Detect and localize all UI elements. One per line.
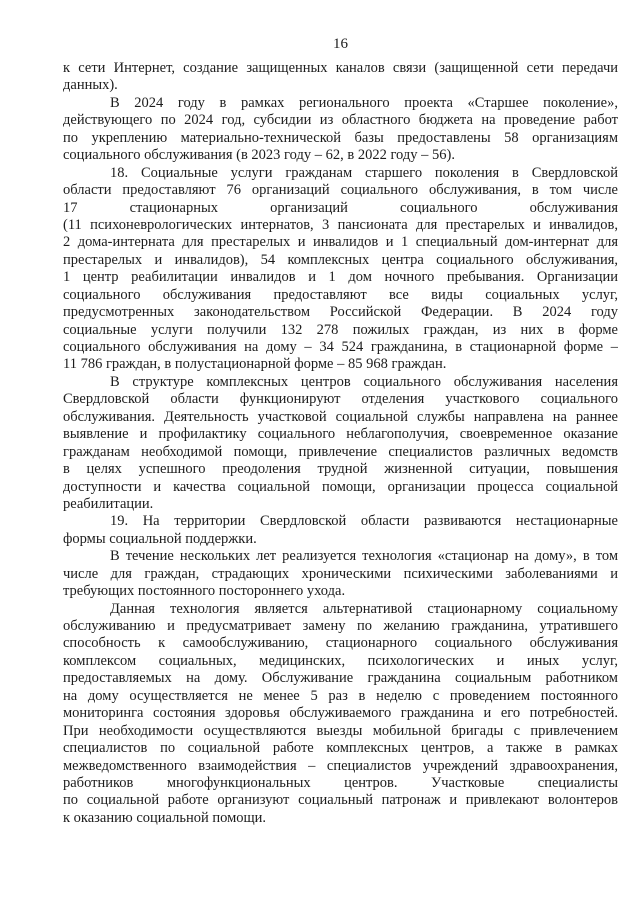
paragraph (63, 601, 618, 828)
text-line: Свердловской области функционируют отделения участкового социального (63, 391, 618, 408)
text-line: При необходимости осуществляются выезды мобильной бригады с привлечением (63, 722, 618, 739)
paragraph (63, 165, 618, 374)
text-line: В течение нескольких лет реализуется технология «стационар на дому», в том (110, 548, 618, 565)
text-line: работников многофункциональных центров. Участковые специалисты (63, 774, 618, 791)
text-line: В структуре комплексных центров социального обслуживания населения (110, 373, 618, 390)
text-line: престарелых и инвалидов), 54 комплексных центра социального обслуживания, (63, 251, 618, 268)
text-line: действующего по 2024 год, субсидии из областного бюджета на проведение работ (63, 112, 618, 129)
text-line: социального обслуживания (в 2023 году – 62, в 2022 году – 56). (63, 147, 455, 164)
text-line: к сети Интернет, создание защищенных каналов связи (защищенной сети передачи (63, 60, 618, 76)
text-line: требующих постоянного постороннего ухода. (63, 583, 346, 600)
text-line: специалистов по социальной работе комплексных центров, а также в рамках (63, 740, 618, 757)
text-line: 2 дома-интерната для престарелых и инвалидов и 1 специальный дом-интернат для (63, 234, 618, 251)
text-line: по укреплению материально-технической базы предоставлены 58 организациям (63, 129, 618, 146)
text-line: 11 786 граждан, в полустационарной форме – 85 968 граждан. (63, 356, 447, 373)
text-block (63, 60, 618, 827)
text-line: 18. Социальные услуги гражданам старшего поколения в Свердловской (110, 164, 618, 181)
text-line: предусмотренных законодательством Российской Федерации. В 2024 году (63, 304, 618, 321)
text-line: на дому осуществляется не менее 5 раз в неделю с проведением постоянного (63, 687, 618, 704)
text-line: Данная технология является альтернативой стационарному социальному (110, 600, 618, 617)
text-line: выявление и профилактику социального неблагополучия, своевременное оказание (63, 426, 618, 443)
text-line: 1 центр реабилитации инвалидов и 1 дом ночного пребывания. Организации (63, 269, 618, 286)
text-line: формы социальной поддержки. (63, 530, 257, 547)
text-line: социальные услуги получили 132 278 пожилых граждан, из них в форме (63, 321, 618, 338)
text-line: мониторинга состояния здоровья обслуживаемого гражданина и его потребностей. (63, 705, 618, 722)
page-number: 16 (333, 36, 348, 52)
paragraph (63, 548, 618, 600)
text-line: социального обслуживания предоставляют все виды социальных услуг, (63, 286, 618, 303)
text-line: в целях успешного преодоления трудной жизненной ситуации, повышения (63, 461, 618, 478)
text-line: (11 психоневрологических интернатов, 3 пансионата для престарелых и инвалидов, (63, 216, 618, 233)
text-line: комплексом социальных, медицинских, психологических и иных услуг, (63, 652, 618, 669)
text-line: доступности и качества социальной помощи, организации процесса социальной (63, 478, 618, 495)
paragraph (63, 60, 618, 95)
text-line: способность к самообслуживанию, стационарного социального обслуживания (63, 635, 618, 652)
text-line: числе для граждан, страдающих хроническими психическими заболеваниями и (63, 565, 618, 582)
text-line: В 2024 году в рамках регионального проекта «Старшее поколение», (110, 94, 618, 111)
text-line: социального обслуживания на дому – 34 524 гражданина, в стационарной форме – (63, 339, 618, 355)
text-line: обслуживания. Деятельность участковой социальной службы направлена на раннее (63, 408, 618, 425)
paragraph (63, 374, 618, 514)
text-line: обслуживанию и предусматривает замену по желанию гражданина, утратившего (63, 618, 618, 634)
text-line: предоставляемых на дому. Обслуживание гражданина социальным работником (63, 670, 618, 687)
text-line: гражданам необходимой помощи, привлечение специалистов различных ведомств (63, 443, 618, 460)
text-line: к оказанию социальной помощи. (63, 809, 267, 826)
paragraph (63, 95, 618, 165)
text-line: 19. На территории Свердловской области развиваются нестационарные (110, 513, 618, 530)
text-line: реабилитации. (63, 495, 154, 512)
text-line: по социальной работе организуют социальный патронаж и привлекают волонтеров (63, 792, 618, 809)
text-line: области предоставляют 76 организаций социального обслуживания, в том числе (63, 182, 618, 199)
text-line: данных). (63, 77, 118, 94)
text-line: 17 стационарных организаций социального обслуживания (63, 199, 618, 216)
paragraph (63, 513, 618, 548)
text-line: межведомственного взаимодействия – специалистов учреждений здравоохранения, (63, 757, 618, 774)
